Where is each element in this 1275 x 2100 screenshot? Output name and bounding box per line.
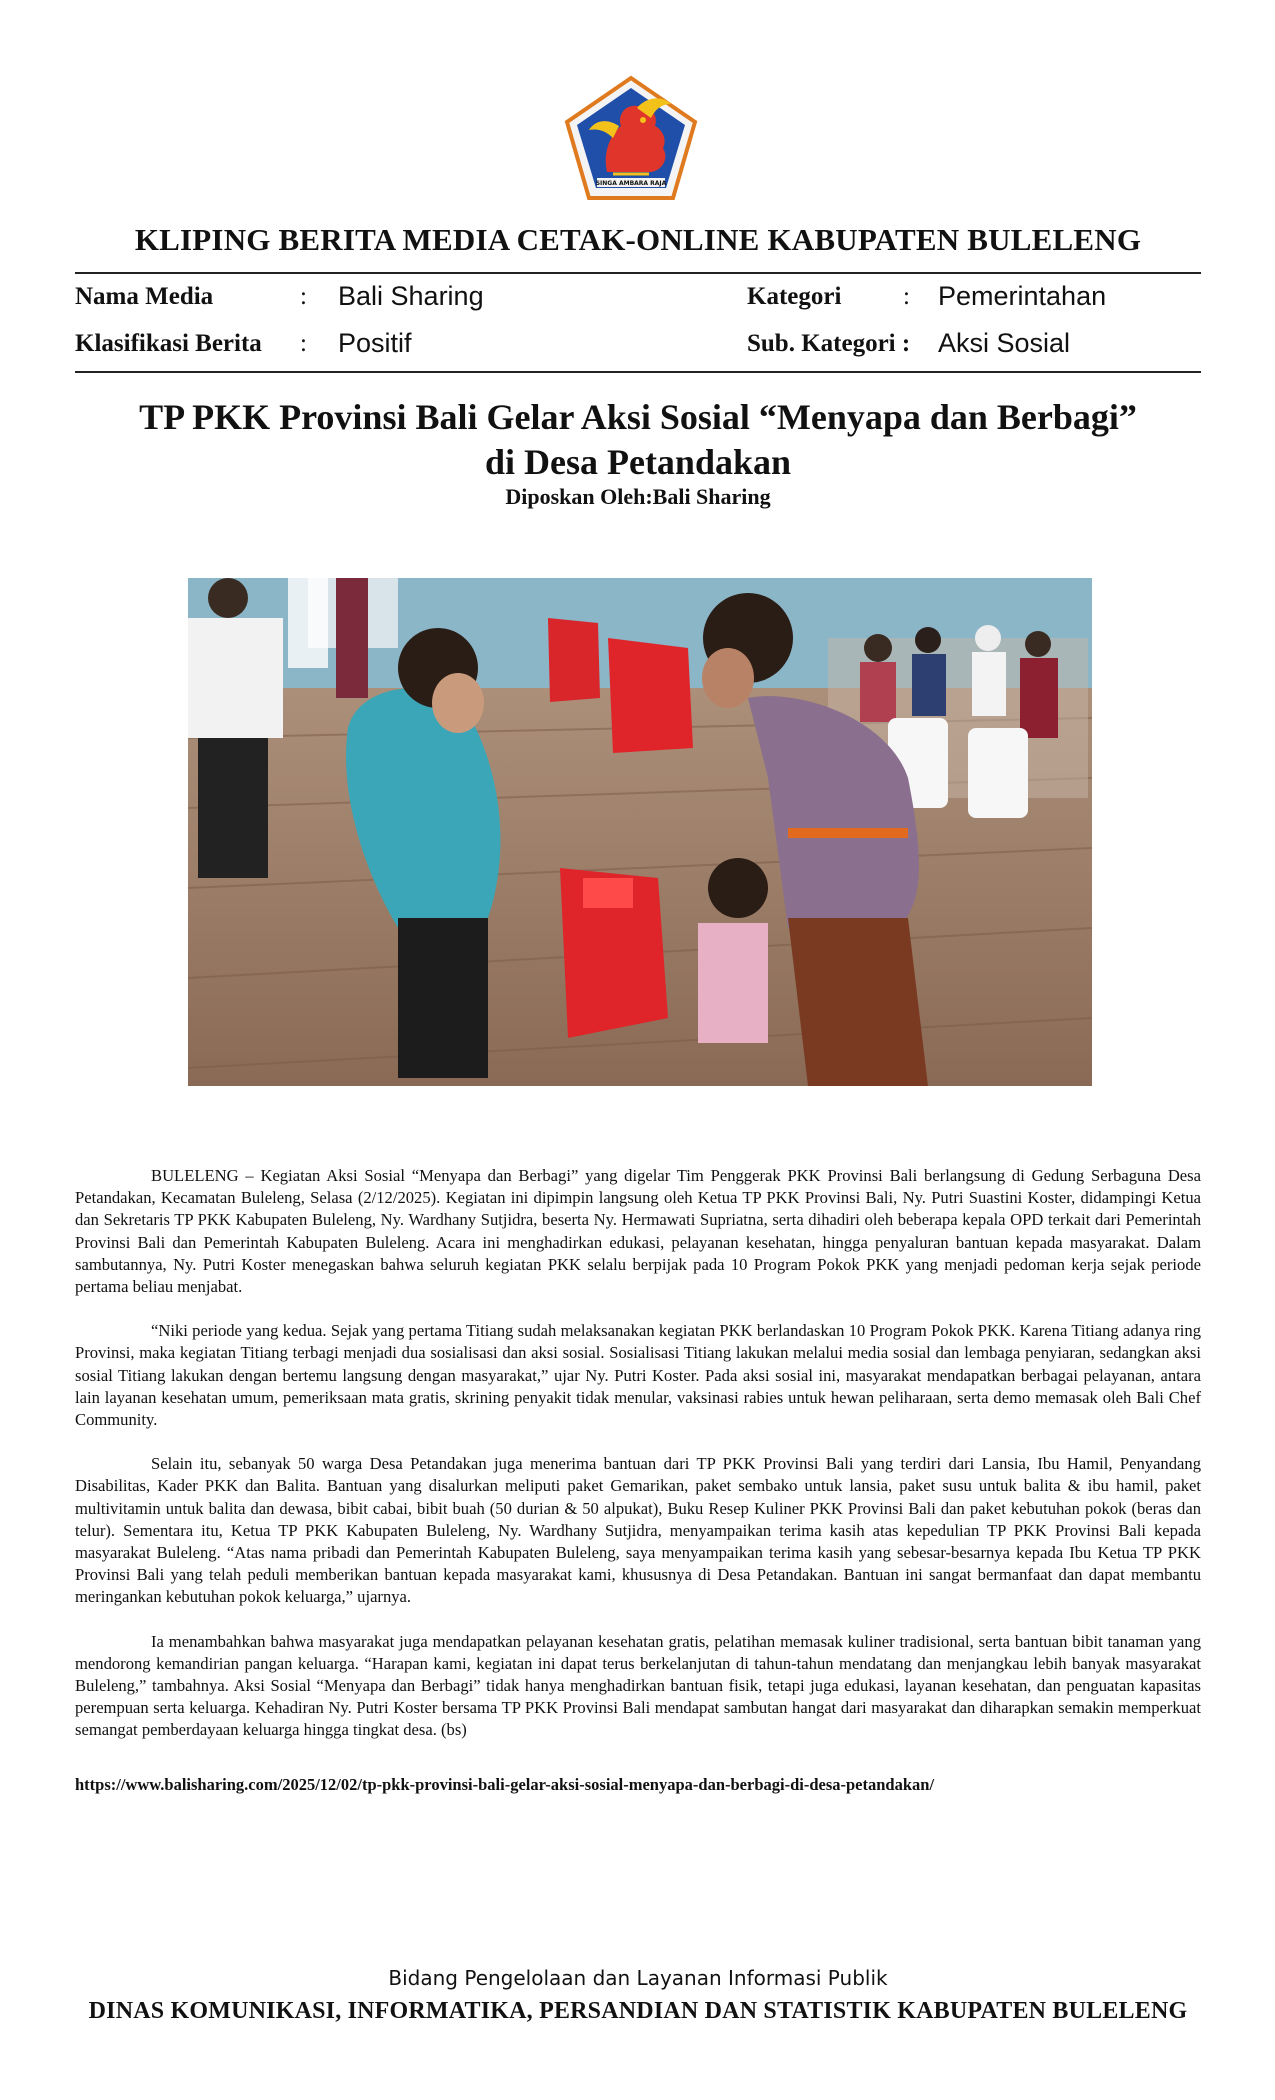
logo-motto: SINGA AMBARA RAJA bbox=[595, 180, 667, 187]
media-value: Bali Sharing bbox=[338, 281, 484, 311]
article-title-line-2: di Desa Petandakan bbox=[484, 442, 792, 482]
classification-colon: : bbox=[300, 330, 307, 357]
subcategory-label: Sub. Kategori : bbox=[747, 330, 911, 357]
media-colon: : bbox=[300, 283, 307, 310]
article-paragraph-2: “Niki periode yang kedua. Sejak yang pertama Titiang sudah melaksanakan kegiatan PKK berlandaskan 10 Program Pokok PKK. Karena Titiang adanya ring Provinsi, maka kegiatan Titiang terbagi menjadi dua sosialisasi dan aksi sosial. Sosialisasi Titiang lakukan melalui media sosial dan lembaga penyiaran, sedangkan aksi sosial Titiang lakukan dengan bertemu langsung dengan masyarakat,” ujar Ny. Putri Koster. Pada aksi sosial ini, masyarakat mendapatkan berbagai pelayanan, antara lain layanan kesehatan umum, pemeriksaan mata gratis, skrining penyakit tidak menular, vaksinasi rabies untuk hewan peliharaan, serta demo memasak oleh Bali Chef Community. bbox=[75, 1321, 1201, 1430]
source-url: https://www.balisharing.com/2025/12/02/tp-pkk-provinsi-bali-gelar-aksi-sosial-menyapa-dan-berbagi-di-desa-petandakan/ bbox=[75, 1775, 935, 1794]
document-title: KLIPING BERITA MEDIA CETAK-ONLINE KABUPATEN BULELENG bbox=[134, 222, 1142, 257]
footer-agency: DINAS KOMUNIKASI, INFORMATIKA, PERSANDIAN DAN STATISTIK KABUPATEN BULELENG bbox=[88, 1998, 1188, 2024]
classification-value: Positif bbox=[338, 328, 412, 358]
article-body bbox=[75, 1165, 1201, 1764]
category-value: Pemerintahan bbox=[938, 281, 1107, 311]
media-label: Nama Media bbox=[75, 283, 214, 310]
article-title bbox=[75, 395, 1201, 485]
subcategory-value: Aksi Sosial bbox=[938, 328, 1071, 358]
buleleng-regency-logo bbox=[563, 74, 699, 202]
article-byline: Diposkan Oleh:Bali Sharing bbox=[505, 484, 771, 509]
category-label: Kategori bbox=[747, 283, 842, 310]
article-paragraph-3: Selain itu, sebanyak 50 warga Desa Petandakan juga menerima bantuan dari TP PKK Provinsi Bali yang terdiri dari Lansia, Ibu Hamil, Penyandang Disabilitas, Kader PKK dan Balita. Bantuan yang disalurkan meliputi paket Gemarikan, paket sembako untuk lansia, paket susu untuk balita & ibu hamil, paket multivitamin untuk balita dan dewasa, bibit cabai, bibit buah (50 durian & 50 alpukat), Buku Resep Kuliner PKK Provinsi Bali dan paket kebutuhan pokok (beras dan telur). Sementara itu, Ketua TP PKK Kabupaten Buleleng, Ny. Wardhany Sutjidra, menyampaikan terima kasih atas kepedulian TP PKK Provinsi Bali kepada masyarakat Buleleng. “Atas nama pribadi dan Pemerintah Kabupaten Buleleng, saya menyampaikan terima kasih yang sebesar-besarnya kepada Ibu Ketua TP PKK Provinsi Bali yang telah peduli memberikan bantuan kepada masyarakat kami, khususnya di Desa Petandakan. Bantuan ini sangat bermanfaat dan dapat membantu meringankan kebutuhan pokok keluarga,” ujarnya. bbox=[75, 1454, 1201, 1607]
article-photo bbox=[188, 578, 1092, 1086]
category-colon: : bbox=[903, 283, 910, 310]
article-paragraph-4: Ia menambahkan bahwa masyarakat juga mendapatkan pelayanan kesehatan gratis, pelatihan memasak kuliner tradisional, serta bantuan bibit tanaman yang mendorong kemandirian pangan keluarga. “Harapan kami, kegiatan ini dapat terus berkelanjutan di tahun-tahun mendatang dan menjangkau lebih banyak masyarakat Buleleng,” tambahnya. Aksi Sosial “Menyapa dan Berbagi” tidak hanya menghadirkan bantuan fisik, tetapi juga edukasi, layanan kesehatan, dan penguatan kapasitas perempuan serta keluarga. Kehadiran Ny. Putri Koster bersama TP PKK Provinsi Bali mendapat sambutan hangat dari masyarakat dan diharapkan semakin memperkuat semangat pemberdayaan keluarga hingga tingkat desa. (bs) bbox=[75, 1631, 1201, 1740]
article-paragraph-1: BULELENG – Kegiatan Aksi Sosial “Menyapa dan Berbagi” yang digelar Tim Penggerak PKK Provinsi Bali berlangsung di Gedung Serbaguna Desa Petandakan, Kecamatan Buleleng, Selasa (2/12/2025). Kegiatan ini dipimpin langsung oleh Ketua TP PKK Provinsi Bali, Ny. Putri Suastini Koster, didampingi Ketua dan Sekretaris TP PKK Kabupaten Buleleng, Ny. Wardhany Sutjidra, beserta Ny. Hermawati Supriatna, serta dihadiri oleh beberapa kepala OPD terkait dari Pemerintah Provinsi Bali dan Pemerintah Kabupaten Buleleng. Acara ini menghadirkan edukasi, pelayanan kesehatan, hingga penyaluran bantuan kepada masyarakat. Dalam sambutannya, Ny. Putri Koster menegaskan bahwa seluruh kegiatan PKK selalu berpijak pada 10 Program Pokok PKK yang menjadi pedoman kerja sejak periode pertama beliau menjabat. bbox=[75, 1166, 1201, 1297]
footer-department: Bidang Pengelolaan dan Layanan Informasi Publik bbox=[388, 1966, 888, 1990]
bottom-divider bbox=[75, 371, 1201, 373]
top-divider bbox=[75, 272, 1201, 274]
classification-label: Klasifikasi Berita bbox=[75, 330, 262, 357]
article-title-line-1: TP PKK Provinsi Bali Gelar Aksi Sosial “Menyapa dan Berbagi” bbox=[139, 397, 1137, 437]
